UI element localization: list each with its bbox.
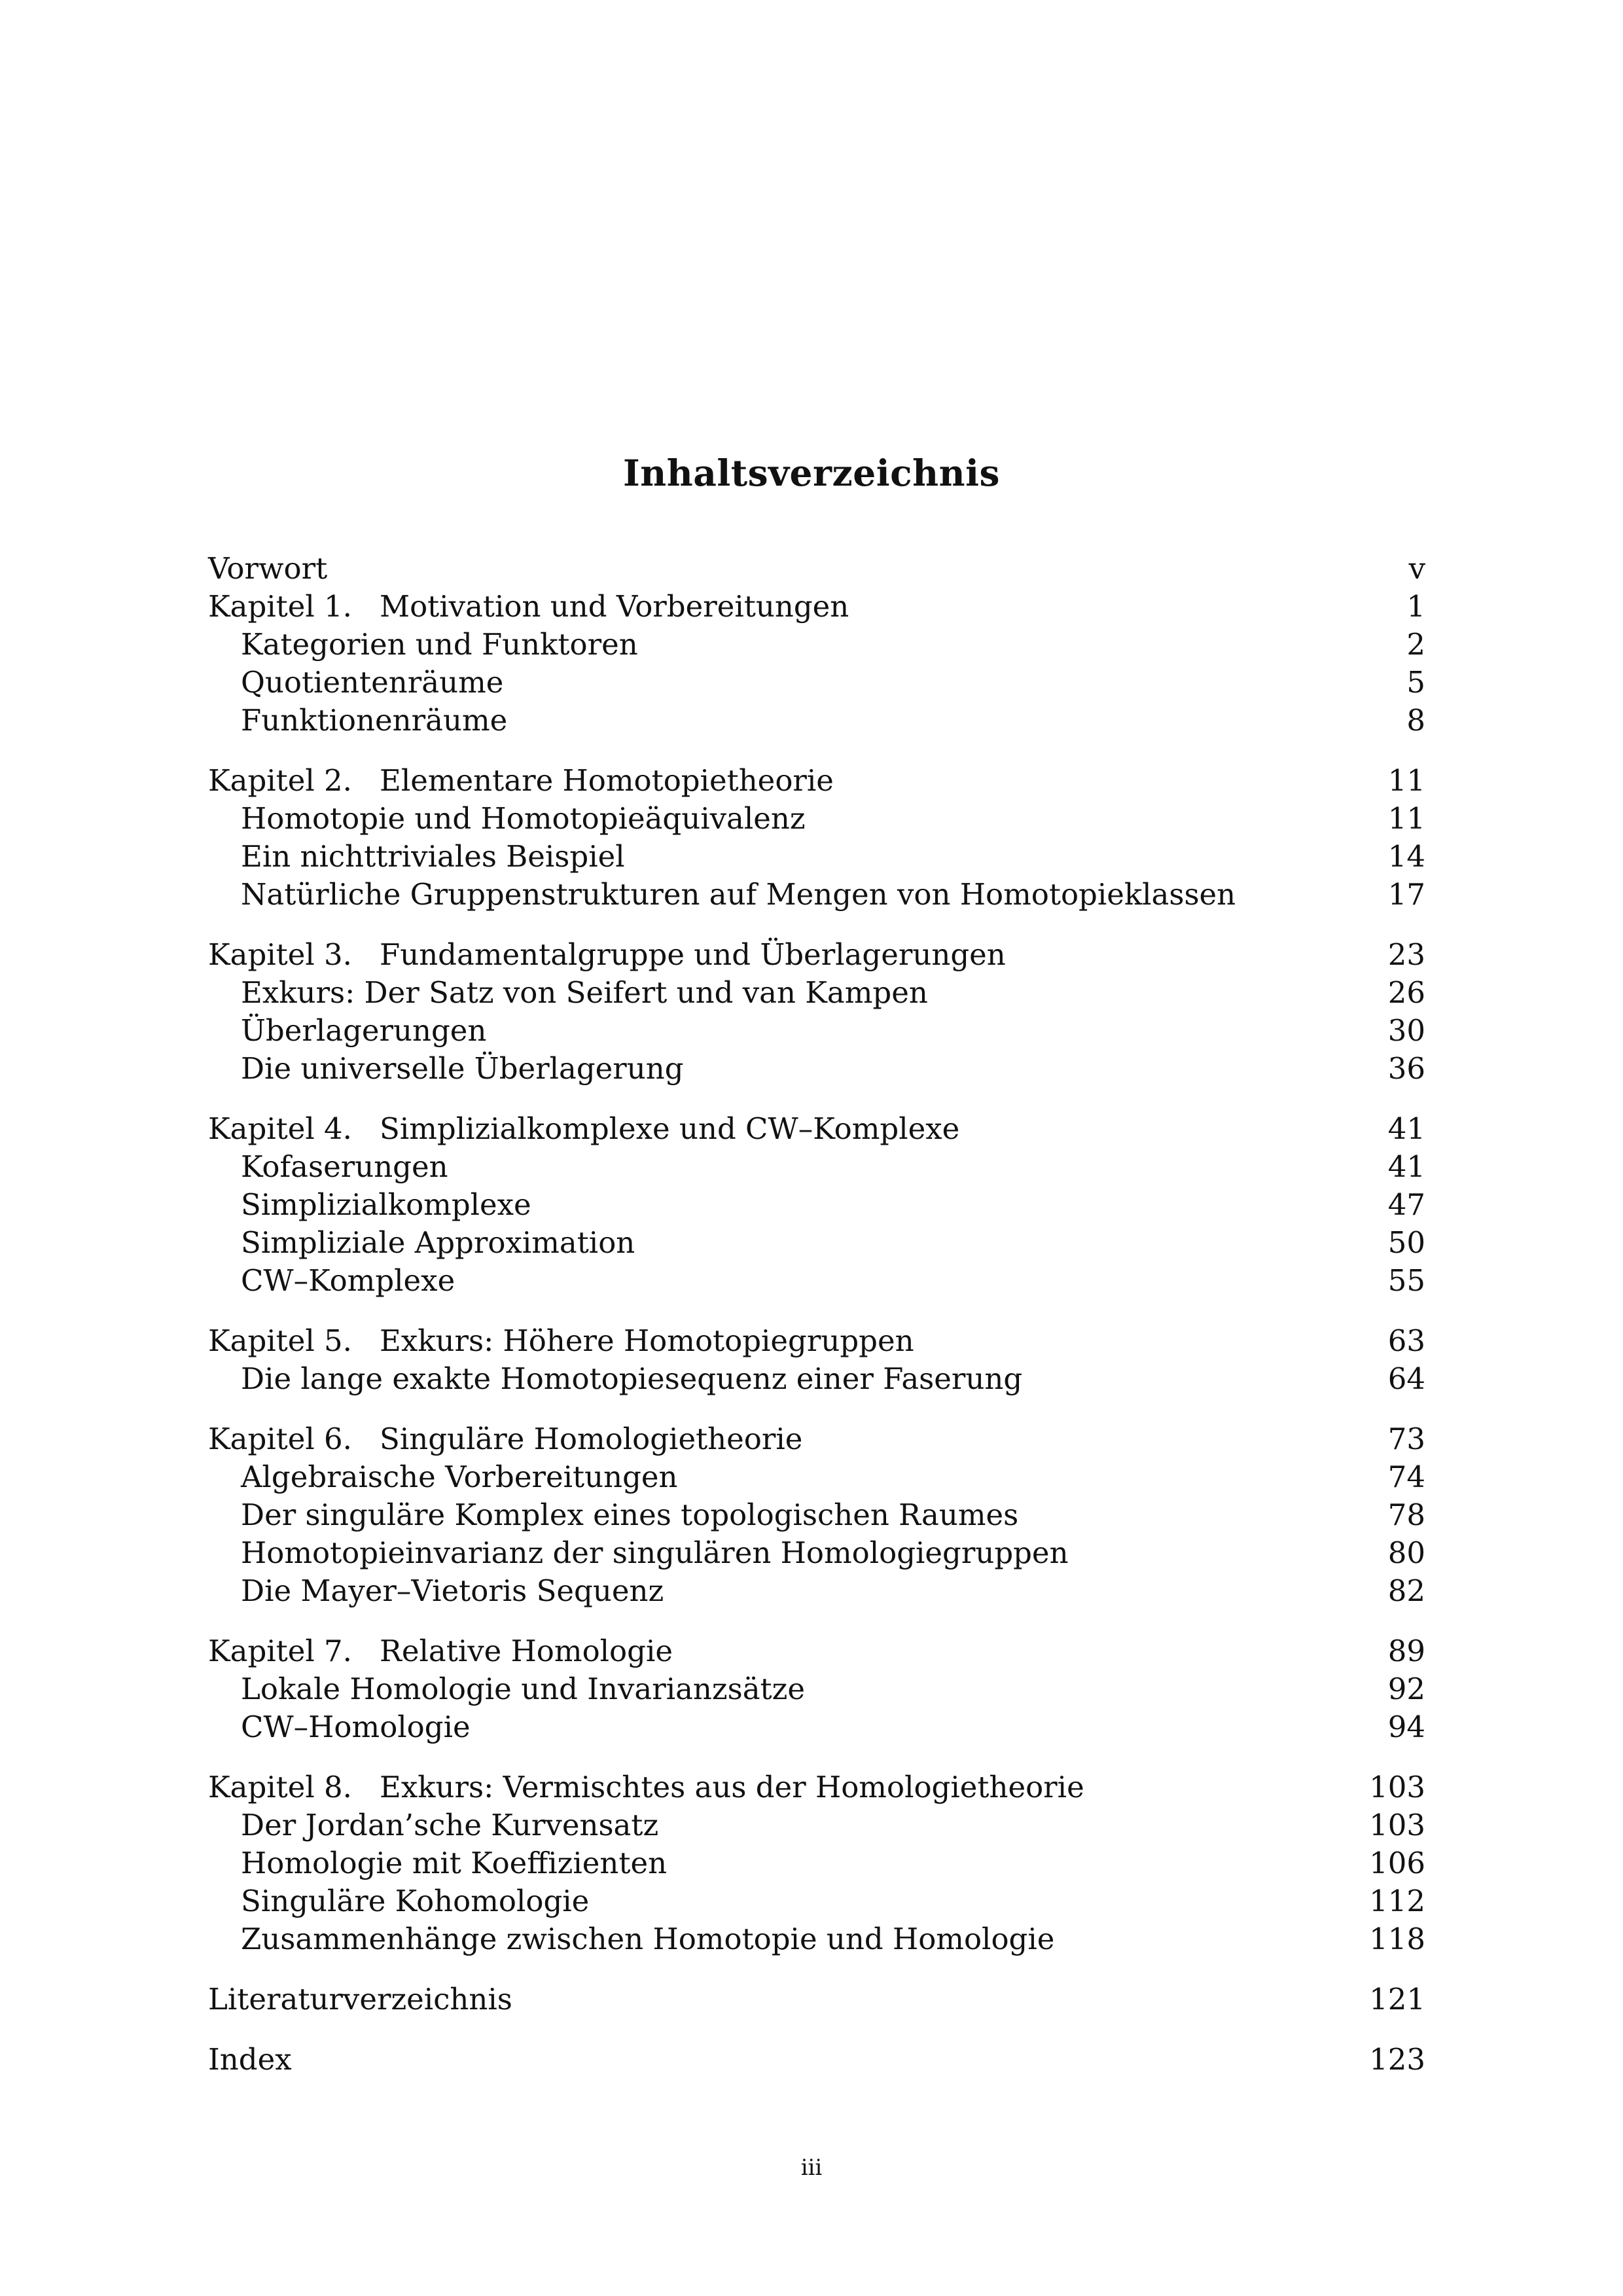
toc-entry-page: v: [1408, 551, 1425, 586]
toc-entry-label: Index: [208, 2042, 292, 2077]
toc-entry-page: 89: [1387, 1634, 1425, 1668]
toc-entry-section[interactable]: [208, 1920, 1425, 1958]
toc-entry-chapter[interactable]: [208, 1322, 1425, 1360]
toc-entry-page: 103: [1369, 1808, 1425, 1842]
chapter-title: Singuläre Homologietheorie: [380, 1422, 803, 1456]
chapter-heading: [208, 1632, 673, 1670]
chapter-group: [208, 762, 1425, 914]
toc-entry-label: Simpliziale Approximation: [241, 1225, 635, 1260]
chapter-group: [208, 1768, 1425, 1958]
toc-entry-section[interactable]: [208, 1012, 1425, 1050]
chapter-group: [208, 1110, 1425, 1300]
toc-entry-page: 47: [1387, 1187, 1425, 1222]
chapter-number: Kapitel 2.: [208, 763, 352, 798]
toc-entry-section[interactable]: [208, 1360, 1425, 1398]
chapter-number: Kapitel 4.: [208, 1111, 352, 1146]
toc-entry-label: Simplizialkomplexe: [241, 1187, 531, 1222]
toc-entry-literatur[interactable]: [208, 1981, 1425, 2018]
toc-entry-label: Zusammenhänge zwischen Homotopie und Homologie: [241, 1922, 1055, 1956]
chapter-number: Kapitel 6.: [208, 1422, 352, 1456]
toc-entry-section[interactable]: [208, 1496, 1425, 1534]
toc-entry-page: 26: [1387, 975, 1425, 1010]
toc-entry-section[interactable]: [208, 1534, 1425, 1572]
toc-entry-page: 80: [1387, 1535, 1425, 1570]
toc-entry-section[interactable]: [208, 1458, 1425, 1496]
table-of-contents: [208, 550, 1425, 2079]
toc-entry-page: 63: [1387, 1323, 1425, 1358]
toc-entry-section[interactable]: [208, 1806, 1425, 1844]
toc-entry-section[interactable]: [208, 1186, 1425, 1224]
page-number: iii: [800, 2155, 823, 2181]
toc-entry-section[interactable]: [208, 1572, 1425, 1610]
toc-entry-section[interactable]: [208, 974, 1425, 1012]
toc-entry-section[interactable]: [208, 702, 1425, 740]
toc-entry-index[interactable]: [208, 2041, 1425, 2079]
toc-entry-page: 78: [1387, 1498, 1425, 1532]
page-title: Inhaltsverzeichnis: [623, 452, 1000, 494]
toc-entry-section[interactable]: [208, 838, 1425, 876]
chapter-title: Elementare Homotopietheorie: [380, 763, 834, 798]
back-matter-index: [208, 2041, 1425, 2079]
toc-entry-section[interactable]: [208, 1882, 1425, 1920]
toc-entry-label: Kofaserungen: [241, 1149, 448, 1184]
toc-entry-label: Homotopieinvarianz der singulären Homologiegruppen: [241, 1535, 1069, 1570]
front-matter-group: [208, 550, 1425, 588]
chapter-number: Kapitel 3.: [208, 937, 352, 972]
toc-entry-chapter[interactable]: [208, 1768, 1425, 1806]
chapter-title: Motivation und Vorbereitungen: [380, 589, 849, 624]
toc-entry-section[interactable]: [208, 1224, 1425, 1262]
toc-entry-page: 5: [1406, 665, 1425, 700]
toc-entry-label: Überlagerungen: [241, 1013, 487, 1048]
toc-entry-vorwort[interactable]: [208, 550, 1425, 588]
toc-entry-section[interactable]: [208, 626, 1425, 664]
toc-entry-section[interactable]: [208, 1670, 1425, 1708]
toc-entry-section[interactable]: [208, 876, 1425, 914]
chapter-number: Kapitel 8.: [208, 1770, 352, 1804]
toc-entry-label: Literaturverzeichnis: [208, 1982, 512, 2017]
chapter-heading: [208, 1420, 802, 1458]
chapter-heading: [208, 1110, 959, 1148]
chapter-heading: [208, 936, 1006, 974]
toc-entry-label: Die universelle Überlagerung: [241, 1051, 684, 1086]
toc-entry-chapter[interactable]: [208, 1110, 1425, 1148]
toc-entry-page: 94: [1387, 1710, 1425, 1744]
toc-entry-page: 106: [1369, 1846, 1425, 1880]
chapter-title: Exkurs: Höhere Homotopiegruppen: [380, 1323, 914, 1358]
toc-entry-chapter[interactable]: [208, 762, 1425, 800]
toc-entry-page: 82: [1387, 1573, 1425, 1608]
toc-entry-page: 36: [1387, 1051, 1425, 1086]
toc-entry-label: Funktionenräume: [241, 703, 508, 738]
toc-entry-page: 14: [1387, 839, 1425, 874]
chapter-group: [208, 936, 1425, 1088]
chapter-group: [208, 1322, 1425, 1398]
toc-entry-label: Exkurs: Der Satz von Seifert und van Kampen: [241, 975, 928, 1010]
toc-entry-page: 11: [1387, 763, 1425, 798]
back-matter-literatur: [208, 1981, 1425, 2018]
chapter-title: Fundamentalgruppe und Überlagerungen: [380, 937, 1006, 972]
toc-entry-section[interactable]: [208, 1050, 1425, 1088]
chapter-number: Kapitel 1.: [208, 589, 352, 624]
toc-entry-page: 1: [1406, 589, 1425, 624]
toc-entry-chapter[interactable]: [208, 936, 1425, 974]
toc-entry-label: Die Mayer–Vietoris Sequenz: [241, 1573, 664, 1608]
toc-entry-label: Homologie mit Koeffizienten: [241, 1846, 668, 1880]
toc-entry-label: Kategorien und Funktoren: [241, 627, 638, 662]
toc-entry-page: 50: [1387, 1225, 1425, 1260]
chapter-number: Kapitel 5.: [208, 1323, 352, 1358]
toc-entry-section[interactable]: [208, 664, 1425, 702]
chapter-heading: [208, 588, 849, 626]
toc-entry-chapter[interactable]: [208, 1420, 1425, 1458]
toc-entry-page: 17: [1387, 877, 1425, 912]
toc-entry-page: 112: [1369, 1884, 1425, 1918]
toc-entry-chapter[interactable]: [208, 1632, 1425, 1670]
toc-entry-page: 118: [1369, 1922, 1425, 1956]
chapter-group: [208, 1632, 1425, 1746]
toc-entry-label: Der Jordan’sche Kurvensatz: [241, 1808, 659, 1842]
toc-entry-page: 11: [1387, 801, 1425, 836]
toc-entry-page: 74: [1387, 1460, 1425, 1494]
toc-entry-page: 121: [1369, 1982, 1425, 2017]
toc-entry-label: Algebraische Vorbereitungen: [241, 1460, 678, 1494]
chapter-heading: [208, 762, 834, 800]
toc-entry-label: CW–Homologie: [241, 1710, 471, 1744]
toc-entry-label: Homotopie und Homotopieäquivalenz: [241, 801, 806, 836]
toc-entry-page: 92: [1387, 1672, 1425, 1706]
toc-entry-label: Die lange exakte Homotopiesequenz einer Faserung: [241, 1361, 1023, 1396]
chapter-group: [208, 1420, 1425, 1610]
chapter-group: [208, 588, 1425, 740]
toc-entry-label: Singuläre Kohomologie: [241, 1884, 590, 1918]
toc-entry-page: 41: [1387, 1111, 1425, 1146]
chapter-title: Relative Homologie: [380, 1634, 673, 1668]
toc-entry-label: Lokale Homologie und Invarianzsätze: [241, 1672, 805, 1706]
toc-entry-page: 2: [1406, 627, 1425, 662]
toc-entry-section[interactable]: [208, 1262, 1425, 1300]
toc-entry-label: Quotientenräume: [241, 665, 504, 700]
toc-entry-label: Der singuläre Komplex eines topologischen Raumes: [241, 1498, 1019, 1532]
toc-entry-label: CW–Komplexe: [241, 1263, 455, 1298]
toc-entry-section[interactable]: [208, 1148, 1425, 1186]
toc-entry-page: 55: [1387, 1263, 1425, 1298]
toc-entry-section[interactable]: [208, 800, 1425, 838]
chapters-list: [208, 588, 1425, 1958]
toc-entry-page: 8: [1406, 703, 1425, 738]
toc-entry-page: 103: [1369, 1770, 1425, 1804]
chapter-heading: [208, 1768, 1084, 1806]
toc-entry-page: 30: [1387, 1013, 1425, 1048]
toc-entry-page: 23: [1387, 937, 1425, 972]
toc-entry-section[interactable]: [208, 1844, 1425, 1882]
toc-entry-label: Natürliche Gruppenstrukturen auf Mengen von Homotopieklassen: [241, 877, 1236, 912]
toc-entry-page: 41: [1387, 1149, 1425, 1184]
toc-entry-page: 64: [1387, 1361, 1425, 1396]
toc-entry-section[interactable]: [208, 1708, 1425, 1746]
toc-entry-label: Ein nichttriviales Beispiel: [241, 839, 625, 874]
chapter-title: Simplizialkomplexe und CW–Komplexe: [380, 1111, 960, 1146]
chapter-number: Kapitel 7.: [208, 1634, 352, 1668]
toc-entry-page: 73: [1387, 1422, 1425, 1456]
toc-entry-page: 123: [1369, 2042, 1425, 2077]
chapter-title: Exkurs: Vermischtes aus der Homologietheorie: [380, 1770, 1084, 1804]
toc-entry-label: Vorwort: [208, 551, 328, 586]
chapter-heading: [208, 1322, 914, 1360]
toc-entry-chapter[interactable]: [208, 588, 1425, 626]
